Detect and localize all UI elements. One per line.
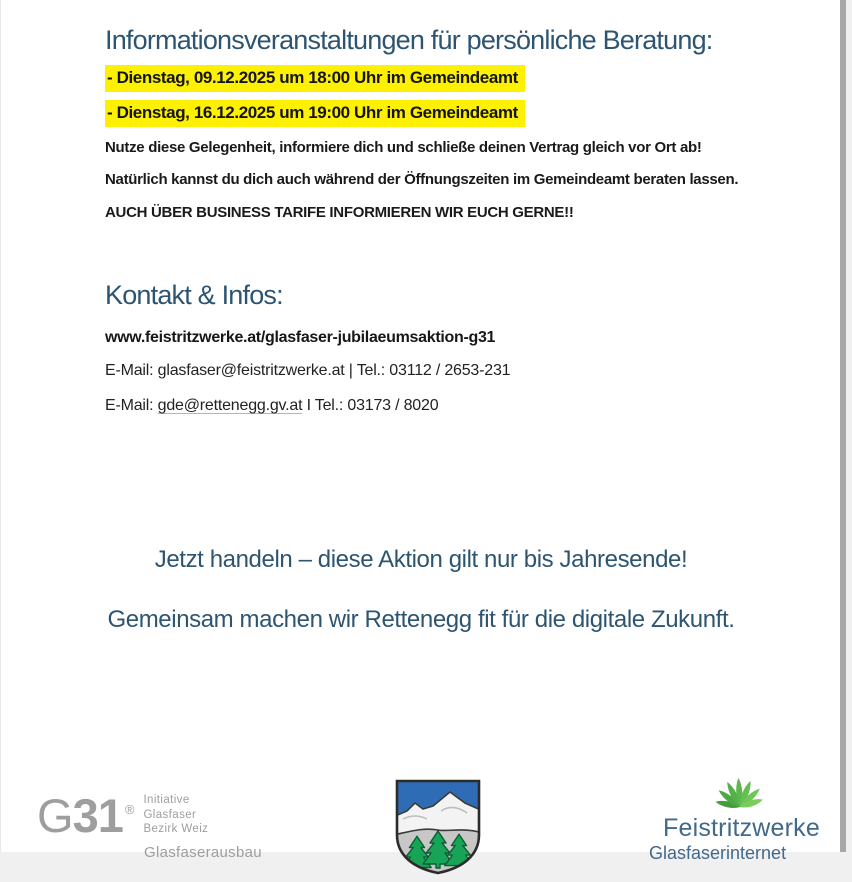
- email-2-address-link[interactable]: gde@rettenegg.gv.at: [157, 397, 303, 414]
- contact-heading: Kontakt & Infos:: [105, 280, 283, 310]
- info-heading: Informationsveranstaltungen für persönliche Beratung:: [105, 25, 713, 55]
- info-paragraph-1: Nutze diese Gelegenheit, informiere dich und schließe deinen Vertrag gleich vor Ort ab!: [105, 139, 702, 156]
- event-highlight-line-2: [105, 100, 525, 127]
- info-paragraph-3: AUCH ÜBER BUSINESS TARIFE INFORMIEREN WIR EUCH GERNE!!: [105, 204, 574, 221]
- page-scrollbar[interactable]: [840, 0, 846, 852]
- g31-clipped-bottom-text: Glasfaserausbau: [144, 844, 262, 861]
- website-url: www.feistritzwerke.at/glasfaser-jubilaeumsaktion-g31: [105, 329, 496, 346]
- email-1-address: glasfaser@feistritzwerke.at: [157, 362, 345, 379]
- feistritzwerke-fan-icon: [711, 774, 773, 808]
- registered-mark-icon: ®: [124, 802, 134, 817]
- email-2-prefix: E-Mail:: [105, 397, 158, 414]
- feistritzwerke-clipped-bottom-text: Glasfaserinternet: [649, 843, 787, 863]
- cta-line-1: Jetzt handeln – diese Aktion gilt nur bis Jahresende!: [154, 546, 688, 573]
- event-highlight-line-1: [105, 65, 525, 92]
- info-paragraph-2: Natürlich kannst du dich auch während der Öffnungszeiten im Gemeindeamt beraten lassen.: [105, 171, 739, 188]
- g31-tagline: Initiative Glasfaser Bezirk Weiz: [143, 794, 209, 835]
- email-line-2: [105, 397, 438, 415]
- email-2-suffix: I Tel.: 03173 / 8020: [302, 397, 439, 414]
- g31-logo: [37, 786, 209, 842]
- email-1-prefix: E-Mail:: [105, 362, 158, 379]
- g31-logo-text: G31 ®: [37, 789, 134, 842]
- cta-line-2: Gemeinsam machen wir Rettenegg fit für die digitale Zukunft.: [107, 606, 735, 633]
- event-1-text: - Dienstag, 09.12.2025 um 18:00 Uhr im Gemeindeamt: [105, 65, 525, 92]
- feistritzwerke-logo: [659, 774, 824, 843]
- email-line-1: [105, 362, 510, 380]
- email-1-suffix: | Tel.: 03112 / 2653-231: [344, 362, 511, 379]
- event-2-text: - Dienstag, 16.12.2025 um 19:00 Uhr im Gemeindeamt: [105, 100, 525, 127]
- feistritzwerke-logo-text: Feistritzwerke: [663, 814, 820, 842]
- rettenegg-crest-icon: [393, 777, 483, 882]
